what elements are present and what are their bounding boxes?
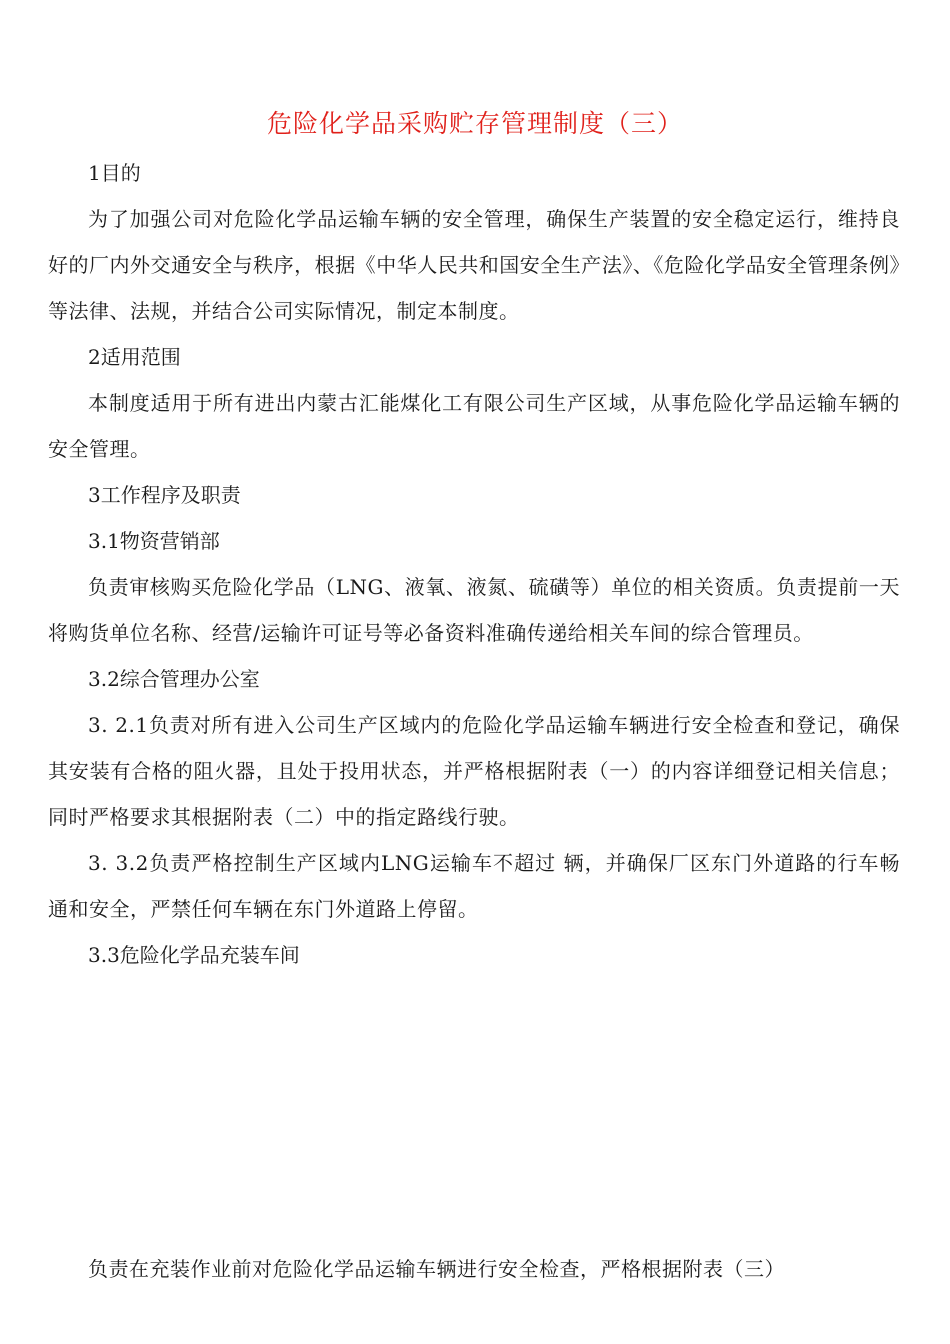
section-heading-scope: 2适用范围 — [88, 345, 181, 369]
document-body-continued — [48, 1246, 900, 1292]
subsection-heading-materials-sales: 3.1物资营销部 — [88, 529, 220, 553]
subsection-heading-filling-workshop: 3.3危险化学品充装车间 — [88, 943, 300, 967]
paragraph-materials-sales: 负责审核购买危险化学品（LNG、液氧、液氮、硫磺等）单位的相关资质。负责提前一天将购货单位名称、经营/运输许可证号等必备资料准确传递给相关车间的综合管理员。 — [48, 575, 900, 645]
subsection-heading-admin-office: 3.2综合管理办公室 — [88, 667, 260, 691]
paragraph-admin-office-1: 3. 2.1负责对所有进入公司生产区域内的危险化学品运输车辆进行安全检查和登记，确保其安装有合格的阻火器，且处于投用状态，并严格根据附表（一）的内容详细登记相关信息；同时严格要求其根据附表（二）中的指定路线行驶。 — [48, 713, 900, 829]
section-heading-purpose: 1目的 — [88, 161, 141, 185]
section-heading-procedures: 3工作程序及职责 — [88, 483, 241, 507]
document-body — [48, 150, 900, 978]
paragraph-scope: 本制度适用于所有进出内蒙古汇能煤化工有限公司生产区域，从事危险化学品运输车辆的安全管理。 — [48, 391, 900, 461]
paragraph-filling-workshop: 负责在充装作业前对危险化学品运输车辆进行安全检查，严格根据附表（三） — [88, 1257, 785, 1281]
paragraph-purpose: 为了加强公司对危险化学品运输车辆的安全管理，确保生产装置的安全稳定运行，维持良好的厂内外交通安全与秩序，根据《中华人民共和国安全生产法》、《危险化学品安全管理条例》等法律、法规，并结合公司实际情况，制定本制度。 — [48, 207, 900, 323]
paragraph-admin-office-2: 3. 3.2负责严格控制生产区域内LNG运输车不超过 辆，并确保厂区东门外道路的行车畅通和安全，严禁任何车辆在东门外道路上停留。 — [48, 851, 900, 921]
document-title: 危险化学品采购贮存管理制度（三） — [266, 109, 683, 138]
